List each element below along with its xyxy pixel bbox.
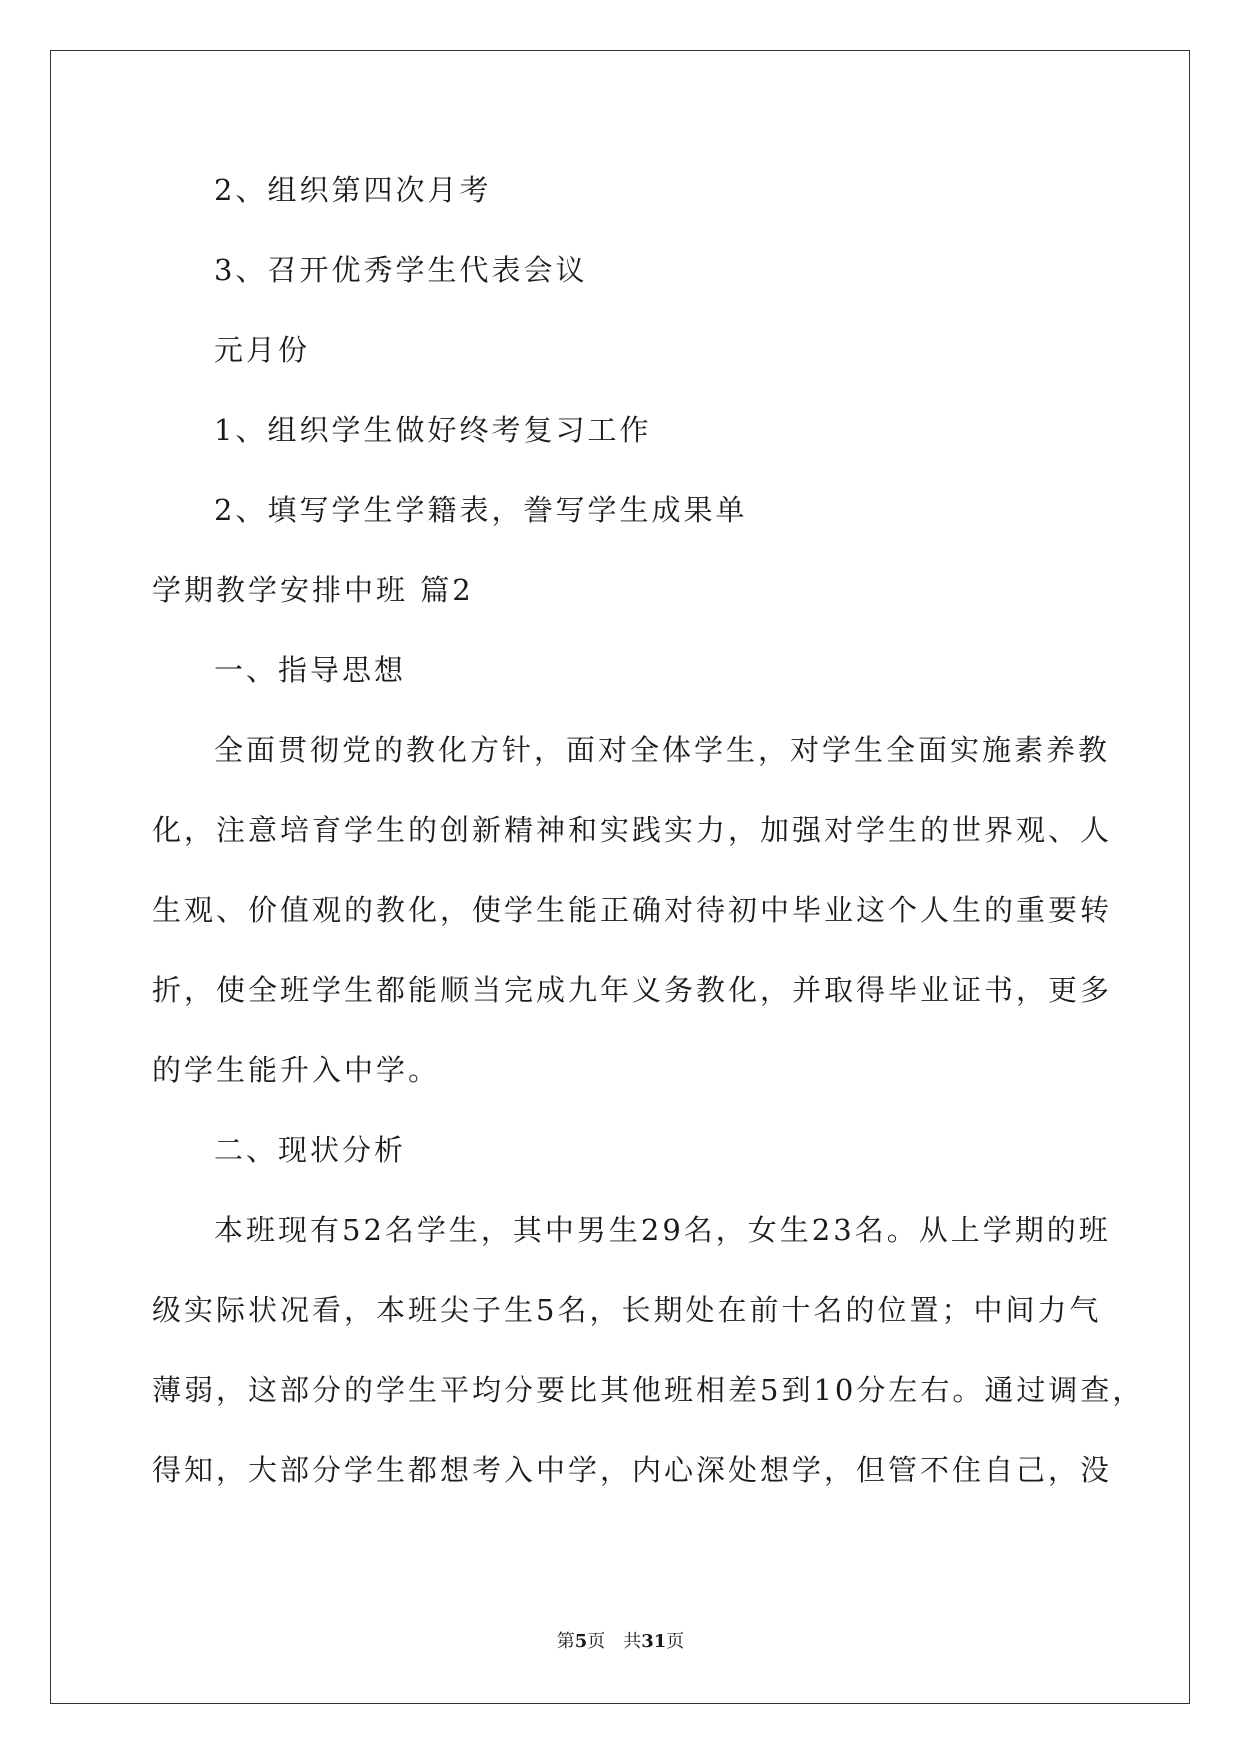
- paragraph-line: 本班现有52名学生，其中男生29名，女生23名。从上学期的班: [214, 1213, 1111, 1247]
- paragraph-line: 生观、价值观的教化，使学生能正确对待初中毕业这个人生的重要转: [152, 893, 1113, 927]
- list-item: 3、召开优秀学生代表会议: [214, 253, 588, 287]
- section-heading: 二、现状分析: [214, 1133, 407, 1167]
- list-item: 2、组织第四次月考: [214, 173, 492, 207]
- paragraph-line: 全面贯彻党的教化方针，面对全体学生，对学生全面实施素养教: [214, 733, 1111, 767]
- paragraph-line: 级实际状况看，本班尖子生5名，长期处在前十名的位置；中间力气: [152, 1293, 1102, 1327]
- current-page-number: 5: [574, 1631, 588, 1652]
- paragraph-line: 化，注意培育学生的创新精神和实践实力，加强对学生的世界观、人: [152, 813, 1113, 847]
- total-pages-number: 31: [641, 1631, 667, 1652]
- paragraph-line: 的学生能升入中学。: [152, 1053, 441, 1087]
- paragraph-line: 折，使全班学生都能顺当完成九年义务教化，并取得毕业证书，更多: [152, 973, 1113, 1007]
- page-footer: [0, 1630, 1241, 1654]
- footer-middle: 页 共: [587, 1631, 642, 1652]
- month-heading: 元月份: [214, 333, 311, 367]
- paragraph-line: 得知，大部分学生都想考入中学，内心深处想学，但管不住自己，没: [152, 1453, 1113, 1487]
- footer-prefix: 第: [556, 1631, 575, 1652]
- paragraph-line: 薄弱，这部分的学生平均分要比其他班相差5到10分左右。通过调查，: [152, 1373, 1145, 1407]
- section-title: 学期教学安排中班 篇2: [152, 573, 474, 607]
- list-item: 1、组织学生做好终考复习工作: [214, 413, 652, 447]
- footer-suffix: 页: [666, 1631, 685, 1652]
- section-heading: 一、指导思想: [214, 653, 407, 687]
- list-item: 2、填写学生学籍表，誊写学生成果单: [214, 493, 748, 527]
